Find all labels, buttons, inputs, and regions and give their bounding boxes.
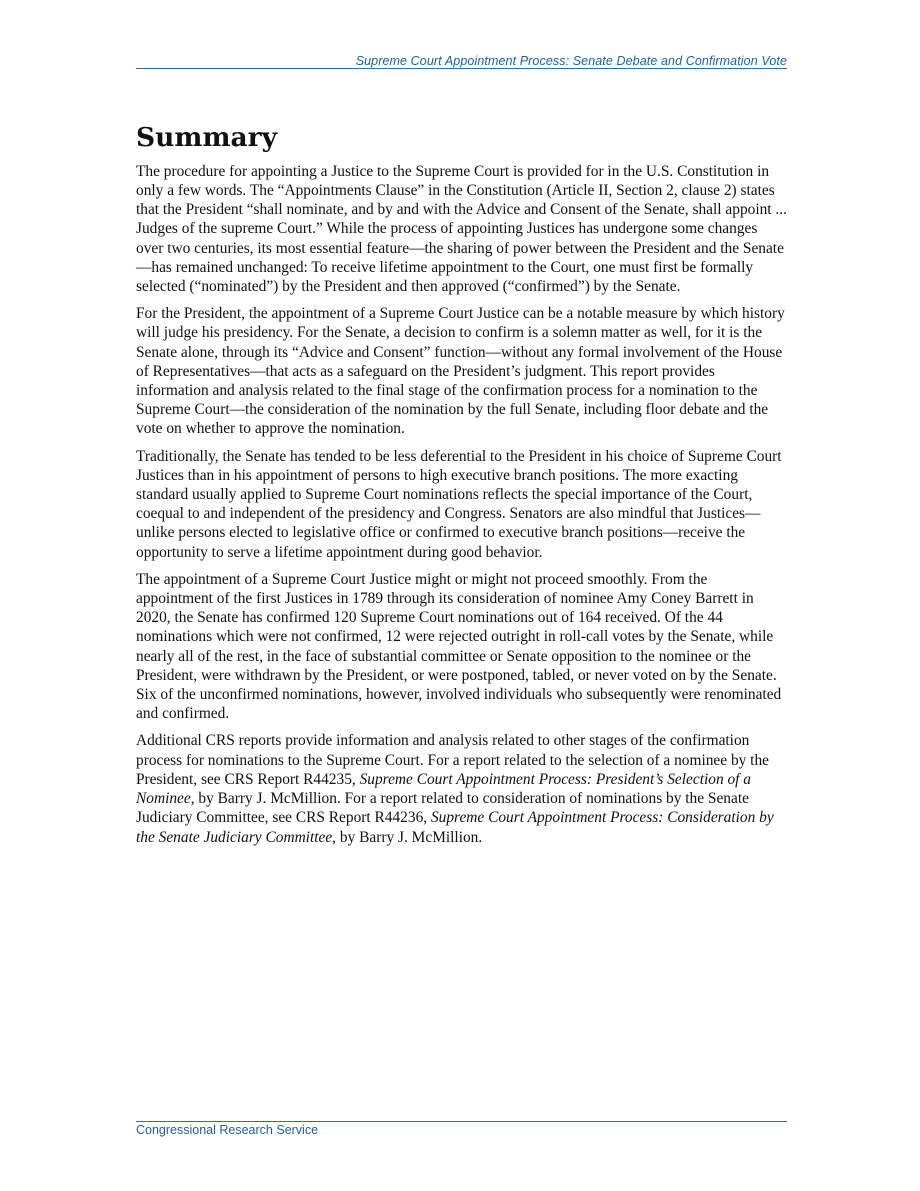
footer-org: Congressional Research Service [136,1123,319,1137]
paragraph-5-text-2: , by Barry J. McMillion. For a report related to consideration of nominations by the Senate Judiciary Committee, see CRS Report R44236, [136,790,749,827]
section-title: Summary [136,122,278,153]
paragraph-1: The procedure for appointing a Justice to the Supreme Court is provided for in the U.S. Constitution in only a few words. The “Appointments Clause” in the Constitution (Article II, Section 2, clause 2) states that the President “shall nominate, and by and with the Advice and Consent of the Senate, shall appoint ... Judges of the supreme Court.” While the process of appointing Justices has undergone some changes over two centuries, its most essential feature—the sharing of power between the President and the Senate—has remained unchanged: To receive lifetime appointment to the Court, one must first be formally selected (“nominated”) by the President and then approved (“confirmed”) by the Senate. [136,162,787,296]
paragraph-5-text-1: Additional CRS reports provide information and analysis related to other stages of the confirmation process for nominations to the Supreme Court. For a report related to the selection of a nominee by the President, see CRS Report R44235, [136,732,769,788]
header-rule [136,68,787,69]
running-header: Supreme Court Appointment Process: Senate Debate and Confirmation Vote [355,54,787,68]
paragraph-4: The appointment of a Supreme Court Justice might or might not proceed smoothly. From the appointment of the first Justices in 1789 through its consideration of nominee Amy Coney Barrett in 2020, the Senate has confirmed 120 Supreme Court nominations out of 164 received. Of the 44 nominations which were not confirmed, 12 were rejected outright in roll-call votes by the Senate, while nearly all of the rest, in the face of substantial committee or Senate opposition to the nominee or the President, were withdrawn by the President, or were postponed, tabled, or never voted on by the Senate. Six of the unconfirmed nominations, however, involved individuals who subsequently were renominated and confirmed. [136,570,782,723]
report-title-r44236: Supreme Court Appointment Process: Consideration by the Senate Judiciary Committee [136,809,774,846]
footer-rule [136,1121,787,1122]
paragraph-5 [136,731,787,846]
paragraph-2: For the President, the appointment of a Supreme Court Justice can be a notable measure by which history will judge his presidency. For the Senate, a decision to confirm is a solemn matter as well, for it is the Senate alone, through its “Advice and Consent” function—without any formal involvement of the House of Representatives—that acts as a safeguard on the President’s judgment. This report provides information and analysis related to the final stage of the confirmation process for a nomination to the Supreme Court—the consideration of the nomination by the full Senate, including floor debate and the vote on whether to approve the nomination. [136,305,785,438]
paragraph-5-text-3: , by Barry J. McMillion. [332,828,483,846]
paragraph-3: Traditionally, the Senate has tended to be less deferential to the President in his choice of Supreme Court Justices than in his appointment of persons to high executive branch positions. The more exacting standard usually applied to Supreme Court nominations reflects the special importance of the Court, coequal to and independent of the presidency and Congress. Senators are also mindful that Justices—unlike persons elected to legislative office or confirmed to executive branch positions—receive the opportunity to serve a lifetime appointment during good behavior. [136,447,782,561]
report-title-r44235: Supreme Court Appointment Process: President’s Selection of a Nominee [136,770,752,808]
summary-section [136,122,787,855]
